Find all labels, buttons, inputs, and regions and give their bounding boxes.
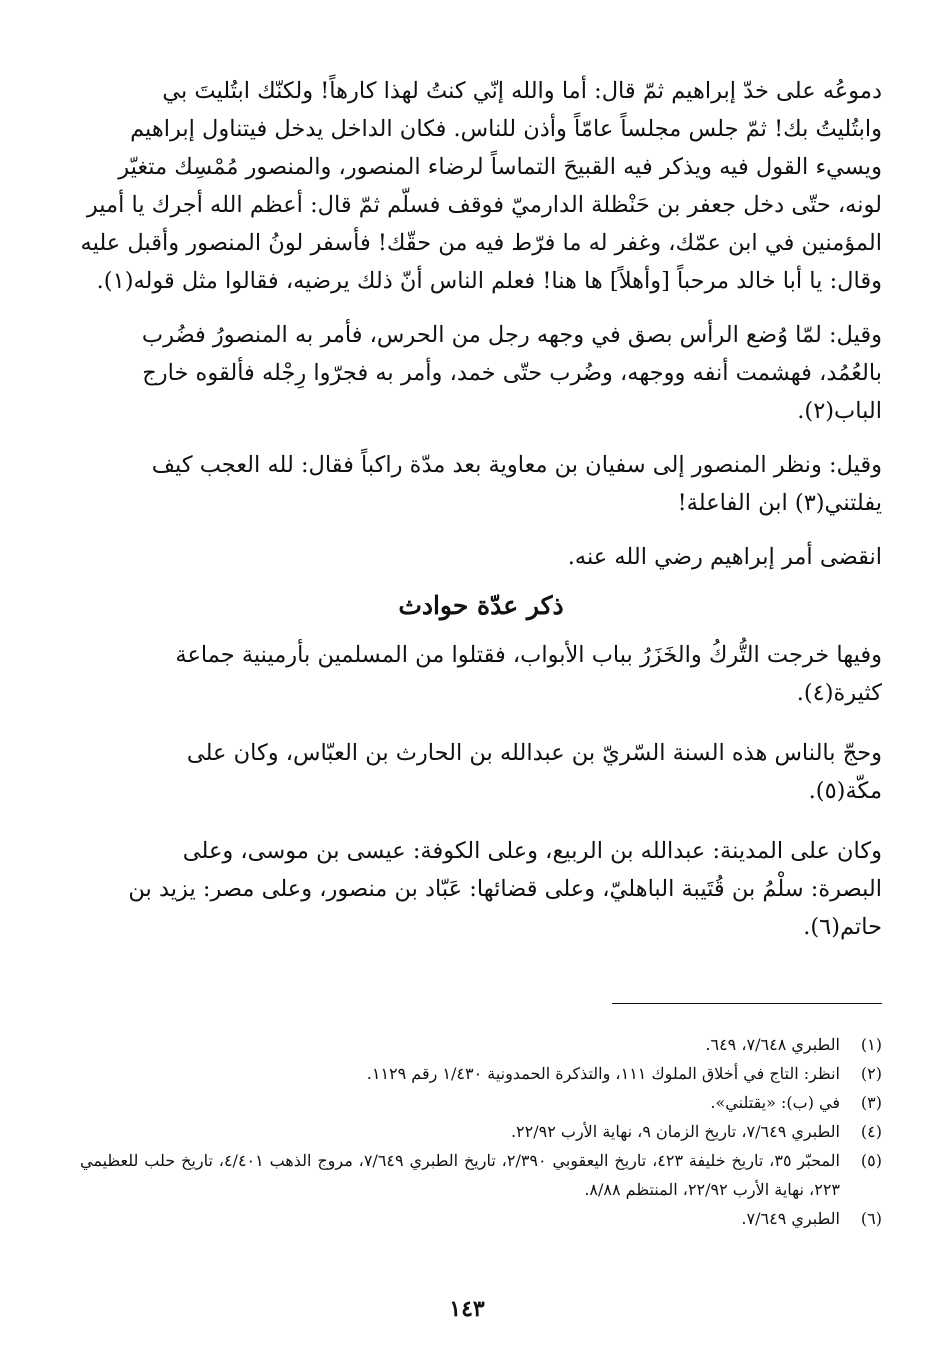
footnote-text: الطبري ٧/٦٤٩. bbox=[741, 1209, 840, 1228]
footnote-item bbox=[80, 1117, 882, 1146]
text-line: وفيها خرجت التُّركُ والخَزَرُ بباب الأبواب، فقتلوا من المسلمين بأرمينية جماعة bbox=[175, 642, 882, 668]
text-line: دموعُه على خدّ إبراهيم ثمّ قال: أما والله إنّي كنتُ لهذا كارهاً! ولكنّك ابتُليتَ بي bbox=[162, 78, 882, 104]
footnote-divider bbox=[612, 1003, 882, 1004]
footnote-text: الطبري ٧/٦٤٨، ٦٤٩. bbox=[705, 1035, 840, 1054]
paragraph-2 bbox=[80, 316, 882, 430]
text-line: المؤمنين في ابن عمّك، وغفر له ما فرّط فيه من حقّك! فأسفر لونُ المنصور وأقبل عليه bbox=[80, 230, 882, 256]
paragraph-1 bbox=[80, 72, 882, 300]
text-line: مكّة(٥). bbox=[808, 778, 882, 804]
text-line: وقيل: ونظر المنصور إلى سفيان بن معاوية بعد مدّة راكباً فقال: لله العجب كيف bbox=[151, 452, 882, 478]
paragraph-5 bbox=[80, 636, 882, 712]
paragraph-3 bbox=[80, 446, 882, 522]
footnote-item bbox=[80, 1030, 882, 1059]
paragraph-7 bbox=[80, 832, 882, 946]
footnote-text: انظر: التاج في أخلاق الملوك ١١١، والتذكرة الحمدونية ١/٤٣٠ رقم ١١٢٩. bbox=[366, 1064, 840, 1083]
text-line: حاتم(٦). bbox=[803, 914, 882, 940]
footnote-item bbox=[80, 1059, 882, 1088]
footnotes bbox=[80, 1030, 882, 1233]
text-line: كثيرة(٤). bbox=[796, 680, 882, 706]
text-line: يفلتني(٣) ابن الفاعلة! bbox=[677, 490, 882, 516]
footnote-item bbox=[80, 1204, 882, 1233]
footnote-text: في (ب): «يقتلني». bbox=[710, 1093, 840, 1112]
text-line: وكان على المدينة: عبدالله بن الربيع، وعلى الكوفة: عيسى بن موسى، وعلى bbox=[182, 838, 882, 864]
text-line: وحجّ بالناس هذه السنة السّريّ بن عبدالله بن الحارث بن العبّاس، وكان على bbox=[186, 740, 882, 766]
text-line: وابتُليتُ بك! ثمّ جلس مجلساً عامّاً وأذن للناس. فكان الداخل يدخل فيتناول إبراهيم bbox=[130, 116, 882, 142]
text-line: وقيل: لمّا وُضع الرأس بصق في وجهه رجل من الحرس، فأمر به المنصورُ فضُرب bbox=[141, 322, 882, 348]
footnote-number: (٢) bbox=[860, 1064, 882, 1083]
text-line: الباب(٢). bbox=[797, 398, 882, 424]
section-heading: ذكر عدّة حوادث bbox=[398, 591, 564, 620]
footnote-item bbox=[80, 1088, 882, 1117]
text-line: ويسيء القول فيه ويذكر فيه القبيحَ التماساً لرضاء المنصور، والمنصور مُمْسِك متغيّر bbox=[118, 154, 882, 180]
paragraph-4 bbox=[80, 538, 882, 576]
text-line: لونه، حتّى دخل جعفر بن حَنْظلة الدارميّ فوقف فسلّم ثمّ قال: أعظم الله أجرك يا أمير bbox=[86, 192, 882, 218]
page-number: ١٤٣ bbox=[449, 1296, 485, 1322]
footnote-item bbox=[80, 1146, 882, 1204]
paragraph-6 bbox=[80, 734, 882, 810]
footnote-number: (٣) bbox=[860, 1093, 882, 1112]
text-line: بالعُمُد، فهشمت أنفه ووجهه، وضُرب حتّى خمد، وأمر به فجرّوا رِجْله فألقوه خارج bbox=[142, 360, 882, 386]
footnote-text: الطبري ٧/٦٤٩، تاريخ الزمان ٩، نهاية الأرب ٢٢/٩٢. bbox=[510, 1122, 840, 1141]
text-line: البصرة: سلْمُ بن قُتَيبة الباهليّ، وعلى قضائها: عَبّاد بن منصور، وعلى مصر: يزيد بن bbox=[128, 876, 882, 902]
footnote-number: (٥) bbox=[860, 1151, 882, 1170]
footnote-number: (٤) bbox=[860, 1122, 882, 1141]
footnote-text: المحبّر ٣٥، تاريخ خليفة ٤٢٣، تاريخ اليعقوبي ٢/٣٩٠، تاريخ الطبري ٧/٦٤٩، مروج الذهب ٤/٤٠١، تاريخ حلب للعظيمي ٢٢٣، نهاية الأرب ٢٢/٩٢، المنتظم ٨/٨٨. bbox=[80, 1151, 840, 1199]
footnote-number: (١) bbox=[860, 1035, 882, 1054]
footnote-number: (٦) bbox=[860, 1209, 882, 1228]
text-line: انقضى أمر إبراهيم رضي الله عنه. bbox=[567, 544, 882, 570]
text-line: وقال: يا أبا خالد مرحباً [وأهلاً] ها هنا! فعلم الناس أنّ ذلك يرضيه، فقالوا مثل قوله(١). bbox=[96, 268, 882, 294]
